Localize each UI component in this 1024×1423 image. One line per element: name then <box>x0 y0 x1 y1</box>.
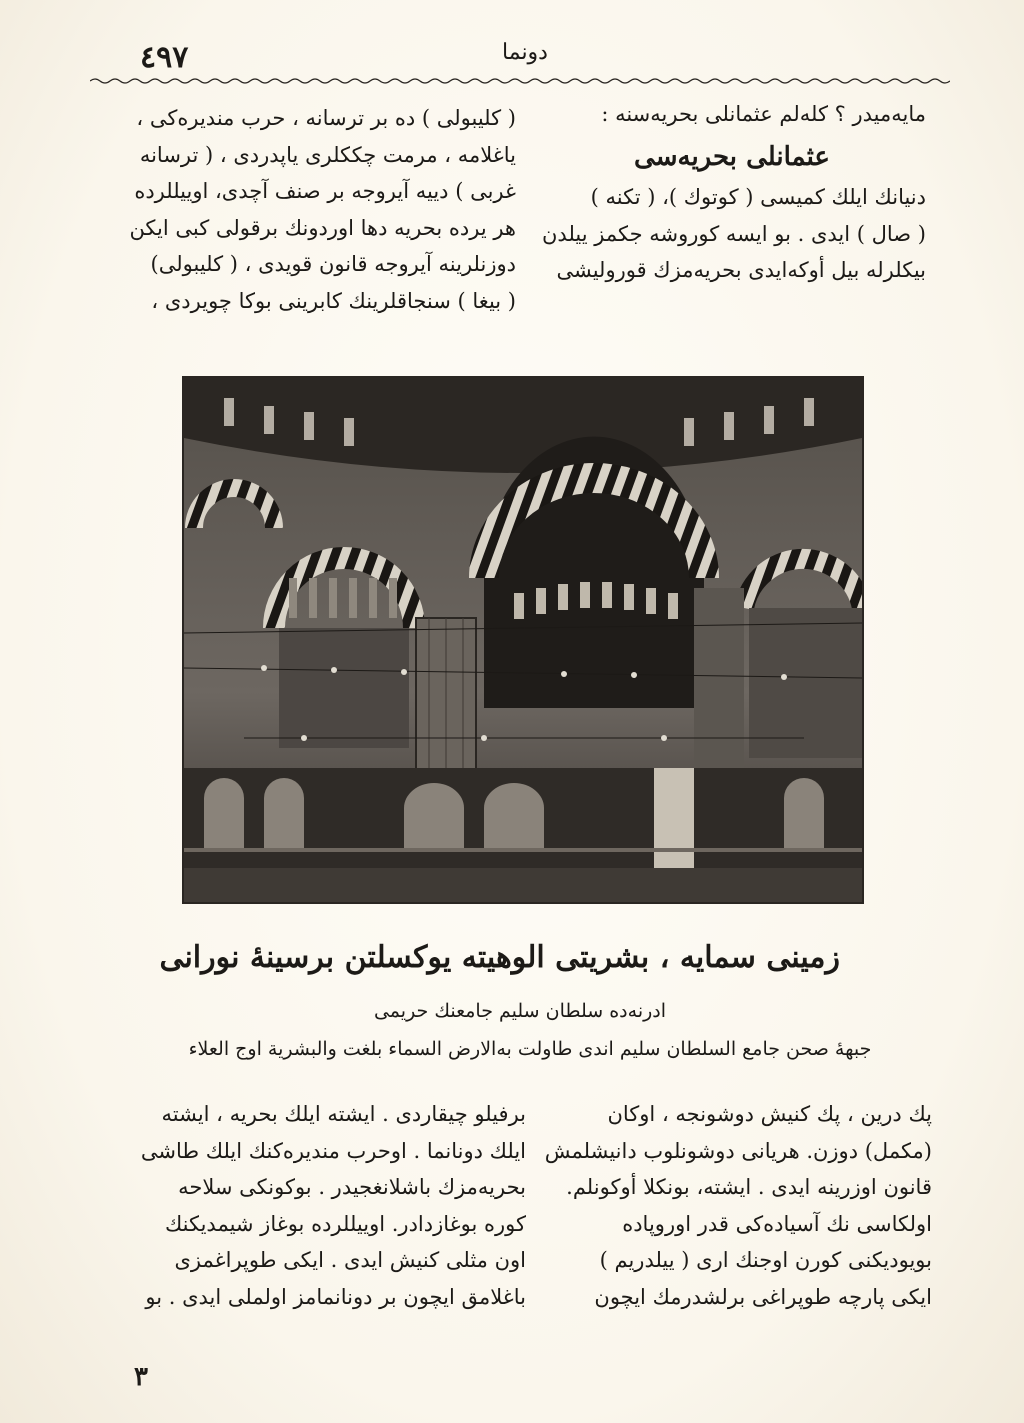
text-line: بویودیکنی کورن اوجنك اری ( ییلدریم ) <box>599 1248 932 1272</box>
text-line: ( صال ) ایدی . بو ایسە کوروشە جکمز ییلدن <box>542 221 926 246</box>
page-number: ٤٩٧ <box>140 40 189 75</box>
text-line: (مکمل) دوزن. هریانی دوشونلوب دانیشلمش <box>544 1138 932 1163</box>
text-line: دوزنلرینە آیروجە قانون قویدی ، ( کلیبولی) <box>150 252 516 276</box>
text-line: اولکاسی نك آسیادەکی قدر اوروپادە <box>622 1211 932 1236</box>
top-left-column <box>96 100 516 319</box>
text-line: بحریەمزك باشلانغجیدر . بوکونکی سلاحە <box>178 1175 526 1199</box>
text-line: هر یردە بحریە دها اوردونك برقولی کبی ایکن <box>129 215 516 240</box>
text-line: کورە بوغازدادر. اوییللردە بوغاز شیمدیکنك <box>164 1211 526 1236</box>
photo-caption-subtitle: ادرنەدە سلطان سلیم جامعنك حریمی <box>373 1000 667 1022</box>
mosque-interior-photo <box>182 376 864 904</box>
text-line: ایلك دونانما . اوحرب مندیرەکنك ایلك طاشی <box>140 1138 526 1163</box>
text-line: برفیلو چیقاردی . ایشتە ایلك بحریە ، ایشتە <box>161 1102 526 1126</box>
header-rule <box>90 76 950 86</box>
text-line: قانون اوزرینە ایدی . ایشتە، بونکلا أوکونلم. <box>566 1175 932 1199</box>
text-line: بیکلرلە بیل أوکەایدی بحریەمزك قورولیشی <box>556 258 926 282</box>
bottom-left-column <box>98 1096 526 1315</box>
text-line: یاغلامە ، مرمت چککلری یاپدردی ، ( ترسانە <box>139 142 516 167</box>
text-line: دنیانك ایلك کمیسی ( کوتوك )، ( تکنە ) <box>590 185 926 209</box>
text-line: مایەمیدر ؟ کلەلم عثمانلی بحریەسنە : <box>601 102 926 126</box>
bottom-right-column <box>540 1096 932 1315</box>
text-line: اون مثلی کنیش ایدی . ایکی طوپراغمزی <box>174 1248 526 1272</box>
photo-caption-title: زمینی سمایە ، بشریتی الوهیتە یوکسلتن برسینۀ نورانی <box>159 940 840 975</box>
text-line: ایکی پارچە طوپراغی برلشدرمك ایچون <box>594 1284 932 1309</box>
photo-caption-description: جبهۀ صحن جامع السلطان سلیم اندی طاولت بەالارض السماء بلغت والبشریة اوج العلاء <box>188 1038 872 1060</box>
mosque-interior-illustration <box>184 378 862 902</box>
signature-mark: ٣ <box>134 1362 148 1392</box>
text-line: ( بیغا ) سنجاقلرینك کابرینی بوکا چویردی ، <box>151 288 516 313</box>
text-line: ( کلیبولی ) دە بر ترسانە ، حرب مندیرەکی ، <box>136 106 516 130</box>
text-line: غربی ) دییە آیروجە بر صنف آچدی، اوییللردە <box>134 179 516 203</box>
text-line: پك درین ، پك کنیش دوشونجە ، اوکان <box>607 1102 932 1126</box>
text-line: باغلامق ایچون بر دونانمامز اولملی ایدی . بو <box>145 1284 526 1309</box>
section-heading: عثمانلی بحریەسی <box>634 141 830 172</box>
top-right-column <box>538 96 926 289</box>
journal-title: دونما <box>502 40 548 65</box>
